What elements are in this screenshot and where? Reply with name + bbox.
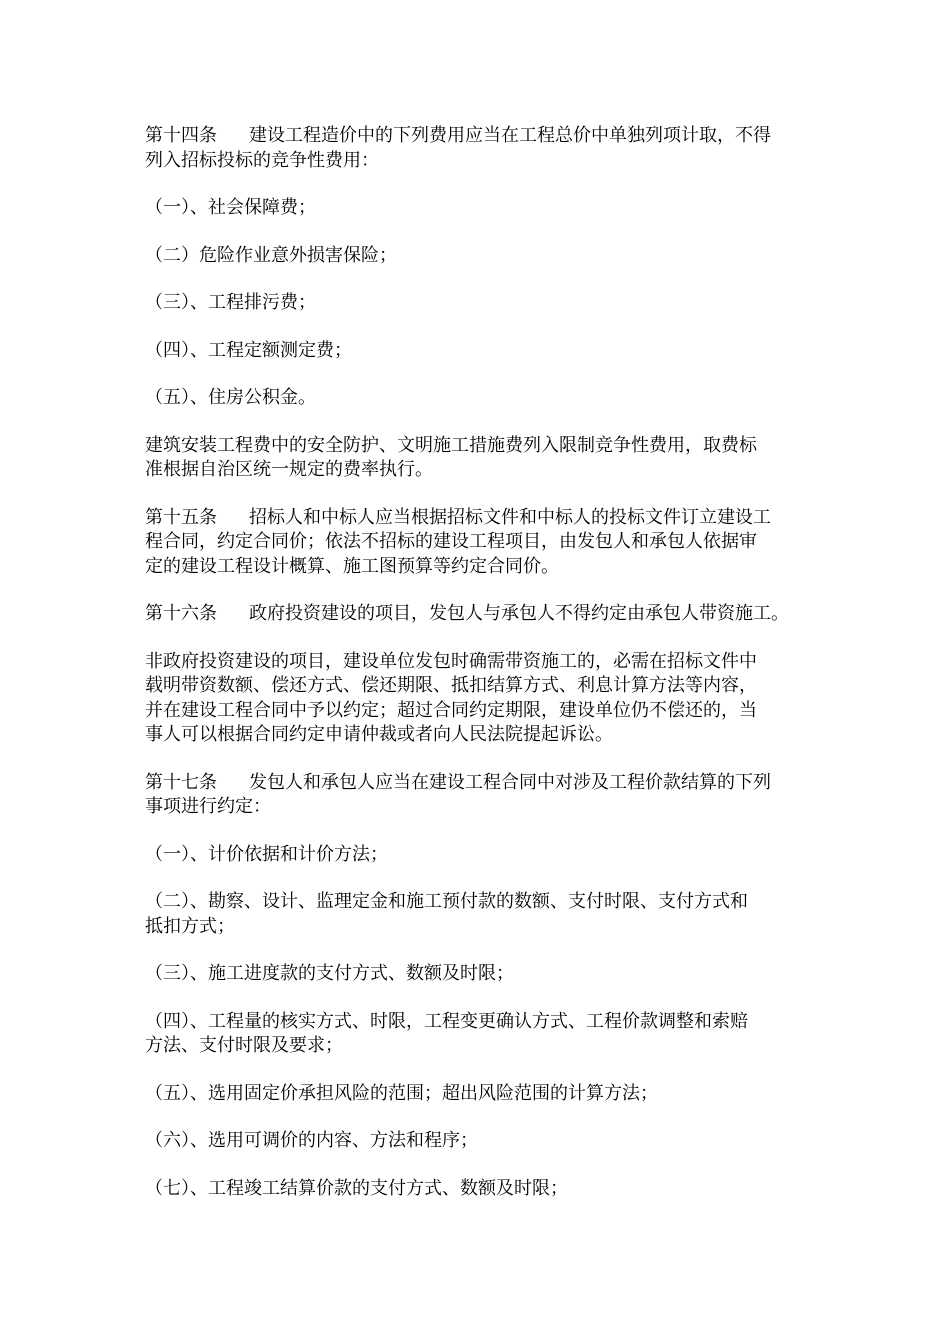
text-line (145, 771, 835, 796)
article-number: 第十五条 (145, 506, 217, 528)
text-line: 抵扣方式； (145, 915, 235, 937)
article-number: 第十六条 (145, 603, 217, 624)
body-paragraph (145, 434, 835, 483)
text-line (145, 602, 835, 627)
text-line: 列入招标投标的竞争性费用： (145, 149, 379, 171)
list-item (145, 1010, 835, 1059)
list-item (145, 386, 835, 411)
list-item (145, 291, 835, 316)
article-text: 发包人和承包人应当在建设工程合同中对涉及工程价款结算的下列 (249, 771, 771, 793)
article-17-paragraph (145, 771, 835, 820)
article-text: 政府投资建设的项目，发包人与承包人不得约定由承包人带资施工。 (249, 603, 789, 624)
list-item (145, 1129, 835, 1154)
text-line: （三）、工程排污费； (145, 292, 316, 313)
text-line: （一）、计价依据和计价方法； (145, 843, 388, 865)
list-item (145, 196, 835, 221)
text-line: （五）、住房公积金。 (145, 387, 316, 408)
text-line: 事人可以根据合同约定申请仲裁或者向人民法院提起诉讼。 (145, 724, 613, 745)
list-item (145, 244, 835, 269)
document-page (145, 124, 835, 1224)
article-15-paragraph (145, 506, 835, 580)
list-item (145, 962, 835, 987)
text-line: （五）、选用固定价承担风险的范围；超出风险范围的计算方法； (145, 1082, 658, 1104)
article-number: 第十七条 (145, 771, 217, 793)
article-16-paragraph (145, 602, 835, 627)
list-item (145, 1177, 835, 1202)
list-item (145, 339, 835, 364)
text-line: （二）危险作业意外损害保险； (145, 244, 397, 266)
text-line: 程合同，约定合同价；依法不招标的建设工程项目，由发包人和承包人依据审 (145, 531, 757, 552)
list-item (145, 1082, 835, 1107)
text-line: 定的建设工程设计概算、施工图预算等约定合同价。 (145, 555, 559, 577)
body-paragraph (145, 650, 835, 748)
text-line: 载明带资数额、偿还方式、偿还期限、抵扣结算方式、利息计算方法等内容， (145, 675, 757, 696)
article-text: 招标人和中标人应当根据招标文件和中标人的投标文件订立建设工 (249, 506, 771, 528)
article-number: 第十四条 (145, 125, 217, 146)
text-line: （三）、施工进度款的支付方式、数额及时限； (145, 963, 514, 984)
text-line: 建筑安装工程费中的安全防护、文明施工措施费列入限制竞争性费用，取费标 (145, 434, 757, 456)
text-line: 方法、支付时限及要求； (145, 1035, 343, 1056)
article-text: 建设工程造价中的下列费用应当在工程总价中单独列项计取，不得 (249, 125, 771, 146)
text-line: 准根据自治区统一规定的费率执行。 (145, 459, 433, 480)
list-item (145, 890, 835, 939)
text-line (145, 506, 835, 531)
text-line: （二）、勘察、设计、监理定金和施工预付款的数额、支付时限、支付方式和 (145, 891, 748, 912)
text-line: 非政府投资建设的项目，建设单位发包时确需带资施工的，必需在招标文件中 (145, 650, 757, 672)
text-line: （一）、社会保障费； (145, 197, 316, 218)
list-item (145, 843, 835, 868)
text-line: （四）、工程量的核实方式、时限，工程变更确认方式、工程价款调整和索赔 (145, 1010, 748, 1032)
text-line: （四）、工程定额测定费； (145, 339, 352, 361)
article-14-paragraph (145, 124, 835, 173)
text-line: 事项进行约定： (145, 796, 271, 817)
text-line: （七）、工程竣工结算价款的支付方式、数额及时限； (145, 1177, 568, 1199)
text-line: 并在建设工程合同中予以约定；超过合同约定期限，建设单位仍不偿还的，当 (145, 699, 757, 721)
text-line: （六）、选用可调价的内容、方法和程序； (145, 1130, 478, 1151)
text-line (145, 124, 835, 149)
